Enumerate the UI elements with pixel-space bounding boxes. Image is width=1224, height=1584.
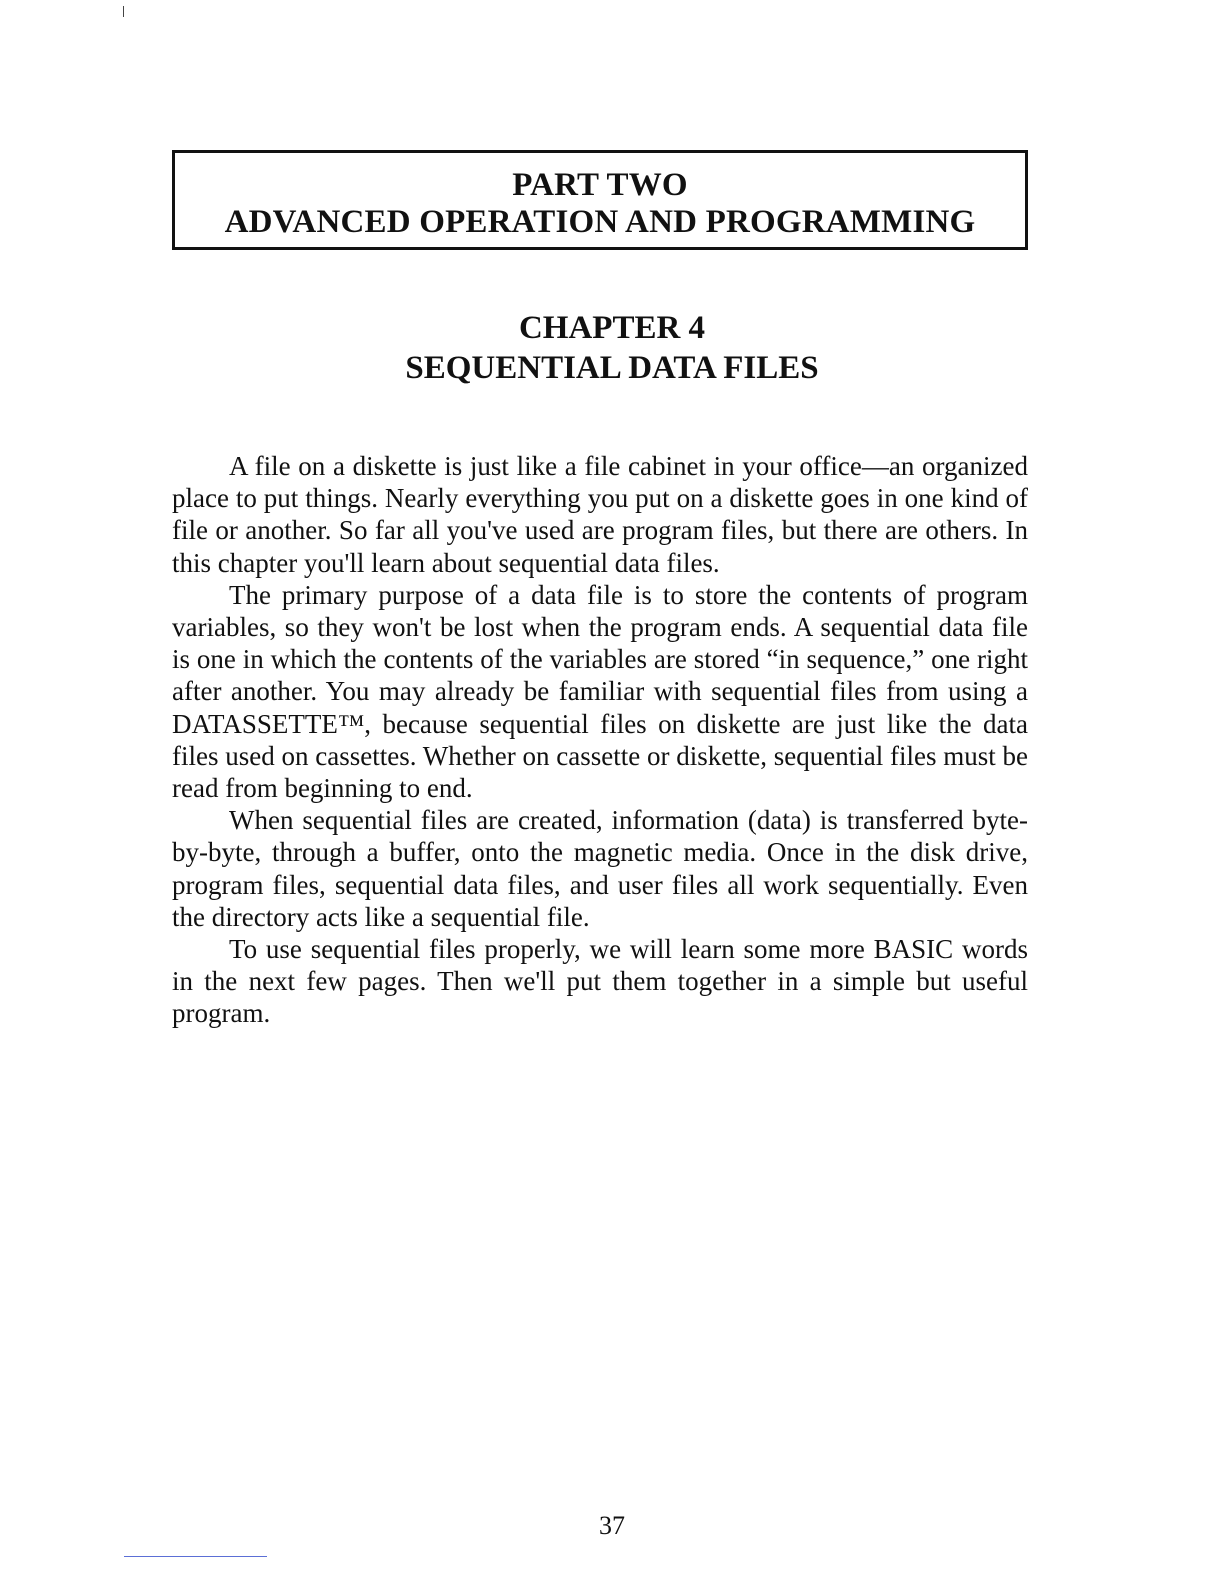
- part-heading-box: [172, 150, 1028, 250]
- scan-artifact-line: [124, 1556, 267, 1557]
- part-subtitle: ADVANCED OPERATION AND PROGRAMMING: [224, 204, 976, 240]
- paragraph: To use sequential files properly, we will learn some more BASIC words in the next few pages. Then we'll put them together in a simple but useful program.: [172, 934, 1028, 1029]
- chapter-heading: [0, 308, 1224, 388]
- paragraph: A file on a diskette is just like a file cabinet in your office—an organized place to put things. Nearly everything you put on a diskette goes in one kind of file or another. So far all you've used are program files, but there are others. In this chapter you'll learn about sequential data files.: [172, 451, 1028, 578]
- part-title: PART TWO: [512, 167, 688, 203]
- chapter-number: CHAPTER 4: [518, 310, 706, 346]
- paragraph: The primary purpose of a data file is to store the contents of program variables, so they won't be lost when the program ends. A sequential data file is one in which the contents of the variables are stored “in sequence,” one right after another. You may already be familiar with sequential files from using a DATASSETTE™, because sequential files on diskette are just like the data files used on cassettes. Whether on cassette or diskette, sequential files must be read from beginning to end.: [172, 579, 1028, 804]
- page-number: 37: [599, 1511, 625, 1540]
- scan-mark: [123, 6, 124, 17]
- chapter-title: SEQUENTIAL DATA FILES: [405, 350, 819, 386]
- body-text: [172, 450, 1028, 1030]
- paragraph: When sequential files are created, information (data) is transferred byte-by-byte, through a buffer, onto the magnetic media. Once in the disk drive, program files, sequential data files, and user files all work sequentially. Even the directory acts like a sequential file.: [172, 805, 1028, 932]
